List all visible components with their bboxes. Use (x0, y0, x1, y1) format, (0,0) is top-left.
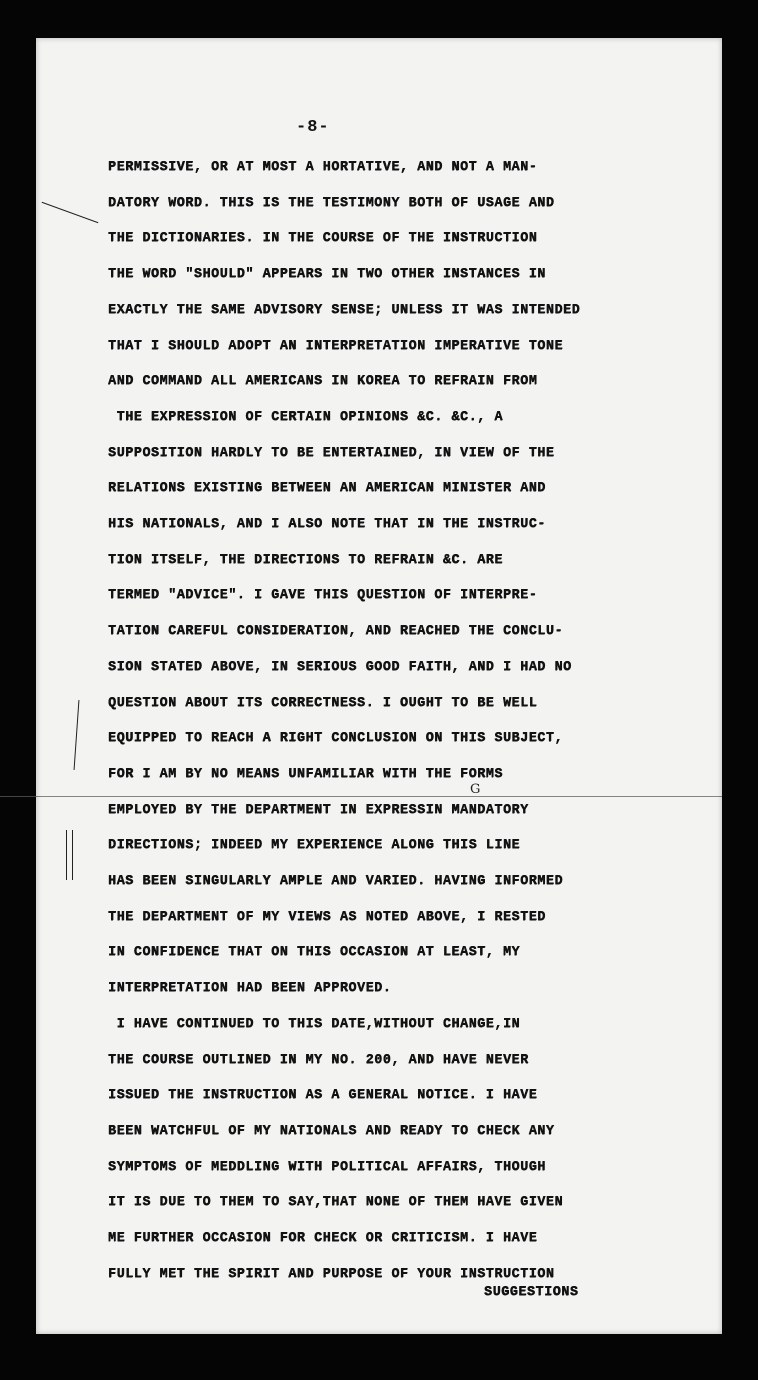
text-line: INTERPRETATION HAD BEEN APPROVED. (108, 981, 392, 997)
text-line: SUPPOSITION HARDLY TO BE ENTERTAINED, IN VIEW OF THE (108, 445, 555, 461)
text-line: ISSUED THE INSTRUCTION AS A GENERAL NOTICE. I HAVE (108, 1088, 538, 1104)
text-line: AND COMMAND ALL AMERICANS IN KOREA TO REFRAIN FROM (108, 374, 538, 390)
insertion-word: SUGGESTIONS (484, 1285, 579, 1300)
text-line: TATION CAREFUL CONSIDERATION, AND REACHED THE CONCLU- (108, 624, 564, 640)
margin-double-line-mark (66, 830, 67, 880)
text-line: EQUIPPED TO REACH A RIGHT CONCLUSION ON THIS SUBJECT, (108, 731, 564, 747)
handwritten-correction-letter: G (470, 782, 481, 797)
text-line: IN CONFIDENCE THAT ON THIS OCCASION AT LEAST, MY (108, 945, 521, 961)
scan-artifact-line (36, 796, 722, 797)
text-line: EXACTLY THE SAME ADVISORY SENSE; UNLESS IT WAS INTENDED (108, 302, 581, 318)
text-line: SYMPTOMS OF MEDDLING WITH POLITICAL AFFAIRS, THOUGH (108, 1159, 546, 1175)
text-line: THE DEPARTMENT OF MY VIEWS AS NOTED ABOVE, I RESTED (108, 909, 546, 925)
text-line: THE DICTIONARIES. IN THE COURSE OF THE INSTRUCTION (108, 231, 538, 247)
text-line: THE EXPRESSION OF CERTAIN OPINIONS &C. &C., A (108, 409, 503, 425)
text-line: TERMED "ADVICE". I GAVE THIS QUESTION OF INTERPRE- (108, 588, 538, 604)
text-line: PERMISSIVE, OR AT MOST A HORTATIVE, AND NOT A MAN- (108, 160, 538, 175)
text-line: DIRECTIONS; INDEED MY EXPERIENCE ALONG THIS LINE (108, 838, 521, 854)
text-line: TION ITSELF, THE DIRECTIONS TO REFRAIN &C. ARE (108, 552, 503, 568)
text-line: BEEN WATCHFUL OF MY NATIONALS AND READY TO CHECK ANY (108, 1123, 555, 1139)
text-line: ME FURTHER OCCASION FOR CHECK OR CRITICISM. I HAVE (108, 1231, 538, 1246)
text-line: QUESTION ABOUT ITS CORRECTNESS. I OUGHT TO BE WELL (108, 695, 538, 711)
text-line: I HAVE CONTINUED TO THIS DATE,WITHOUT CHANGE,IN (108, 1016, 521, 1032)
text-line: THE WORD "SHOULD" APPEARS IN TWO OTHER INSTANCES IN (108, 267, 546, 283)
text-line: THE COURSE OUTLINED IN MY NO. 200, AND HAVE NEVER (108, 1052, 529, 1068)
text-line: EMPLOYED BY THE DEPARTMENT IN EXPRESSIN MANDATORY (108, 802, 529, 818)
text-line: IT IS DUE TO THEM TO SAY,THAT NONE OF THEM HAVE GIVEN (108, 1195, 564, 1211)
text-line: HAS BEEN SINGULARLY AMPLE AND VARIED. HAVING INFORMED (108, 874, 564, 889)
scan-artifact-line-left (0, 796, 36, 797)
margin-double-line-mark-2 (72, 830, 73, 880)
text-line: DATORY WORD. THIS IS THE TESTIMONY BOTH OF USAGE AND (108, 195, 555, 211)
text-line: RELATIONS EXISTING BETWEEN AN AMERICAN MINISTER AND (108, 481, 546, 497)
text-line: HIS NATIONALS, AND I ALSO NOTE THAT IN THE INSTRUC- (108, 517, 546, 532)
text-line: SION STATED ABOVE, IN SERIOUS GOOD FAITH, AND I HAD NO (108, 659, 572, 675)
text-line: FULLY MET THE SPIRIT AND PURPOSE OF YOUR INSTRUCTION (108, 1266, 555, 1282)
text-line: THAT I SHOULD ADOPT AN INTERPRETATION IMPERATIVE TONE (108, 338, 564, 354)
page-number: -8- (296, 118, 330, 137)
text-line: FOR I AM BY NO MEANS UNFAMILIAR WITH THE FORMS (108, 766, 503, 782)
